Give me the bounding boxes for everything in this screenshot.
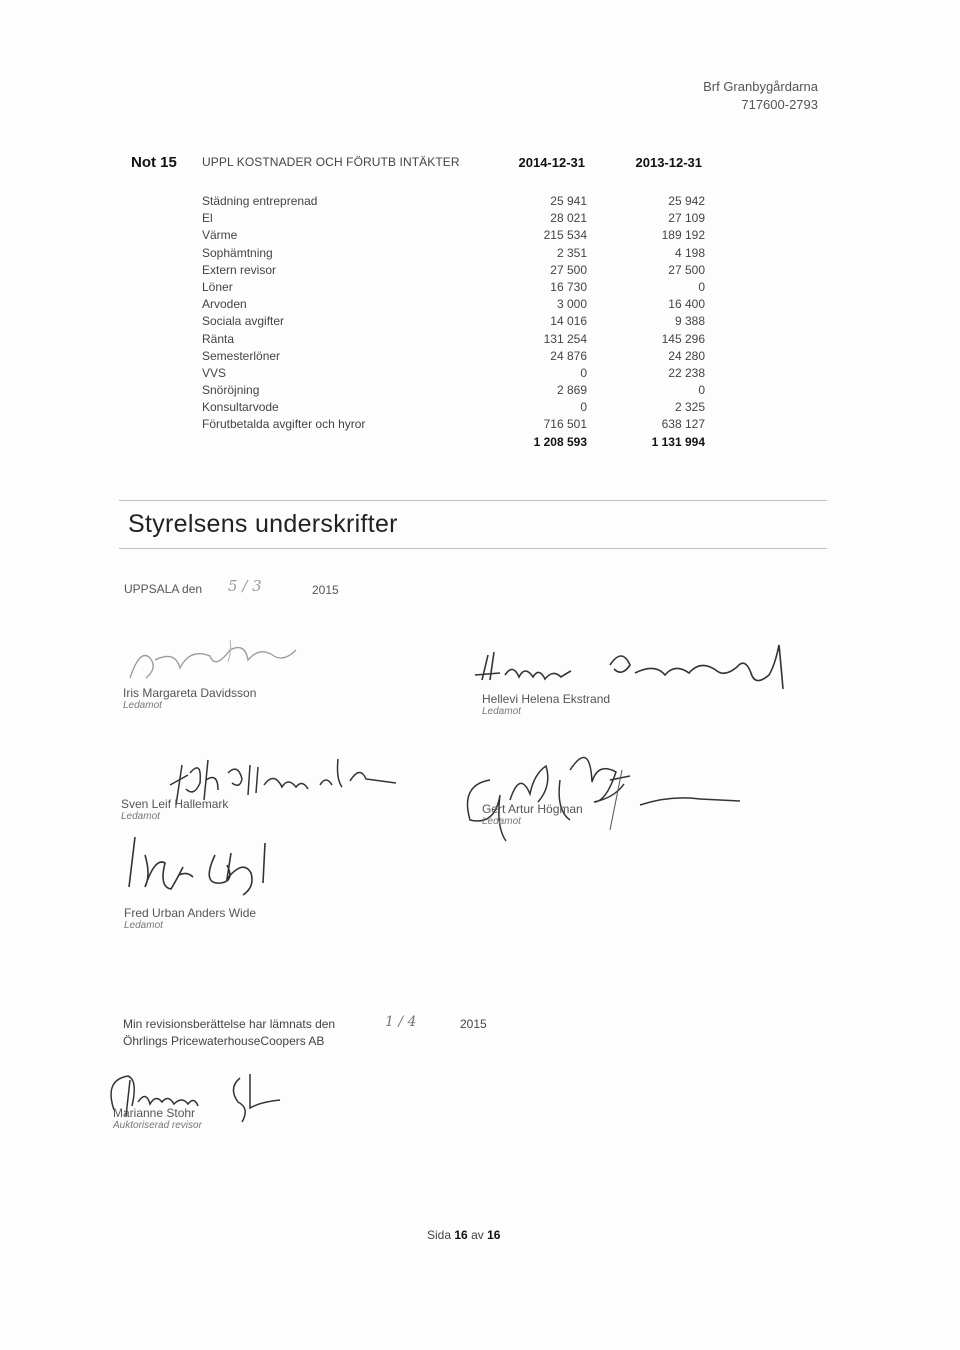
table-row bbox=[202, 227, 705, 244]
row-label: Städning entreprenad bbox=[202, 194, 318, 208]
audit-text: Min revisionsberättelse har lämnats den bbox=[123, 1017, 336, 1031]
signer-role: Ledamot bbox=[124, 920, 163, 931]
signer-name: Iris Margareta Davidsson bbox=[123, 686, 257, 700]
signer-block bbox=[124, 906, 256, 931]
table-row bbox=[202, 245, 705, 262]
row-label: Arvoden bbox=[202, 297, 247, 312]
org-name: Brf Granbygårdarna bbox=[703, 79, 818, 94]
value-2014: 25 941 bbox=[550, 194, 587, 208]
signer-block bbox=[482, 802, 583, 827]
value-2013: 22 238 bbox=[668, 365, 705, 380]
note-table bbox=[202, 193, 705, 451]
value-2013: 0 bbox=[698, 279, 705, 294]
section-divider-top bbox=[119, 500, 827, 501]
row-label: Semesterlöner bbox=[202, 348, 281, 363]
row-label: VVS bbox=[202, 365, 227, 380]
row-label: Sophämtning bbox=[202, 245, 273, 260]
table-row bbox=[202, 382, 705, 399]
audit-year: 2015 bbox=[460, 1017, 487, 1031]
value-2014: 28 021 bbox=[550, 211, 587, 226]
table-row bbox=[202, 313, 705, 330]
value-2014: 0 bbox=[580, 365, 587, 380]
signer-block bbox=[482, 692, 610, 717]
signer-role: Ledamot bbox=[121, 811, 160, 822]
org-number: 717600-2793 bbox=[741, 97, 818, 112]
note-label: Not 15 bbox=[131, 154, 177, 171]
value-2013: 27 109 bbox=[668, 211, 705, 226]
value-2013: 145 296 bbox=[661, 331, 705, 346]
value-2014: 27 500 bbox=[550, 262, 587, 277]
handwritten-date: 5 / 3 bbox=[228, 577, 262, 595]
signing-place: UPPSALA den bbox=[124, 582, 203, 596]
section-title: Styrelsens underskrifter bbox=[128, 510, 398, 538]
total-2013: 1 131 994 bbox=[651, 434, 705, 449]
value-2013: 9 388 bbox=[674, 314, 705, 329]
signer-block bbox=[123, 686, 256, 711]
row-label: El bbox=[202, 211, 213, 226]
note-title: UPPL KOSTNADER OCH FÖRUTB INTÄKTER bbox=[202, 155, 460, 169]
signer-block bbox=[121, 797, 228, 822]
audit-hand-date: 1 / 4 bbox=[385, 1014, 417, 1030]
value-2013: 16 400 bbox=[668, 297, 705, 312]
value-2014: 215 534 bbox=[543, 228, 587, 243]
signer-name: Sven Leif Hallemark bbox=[121, 797, 229, 811]
value-2013: 25 942 bbox=[668, 194, 705, 208]
row-label: Extern revisor bbox=[202, 262, 277, 277]
page-of: av bbox=[471, 1228, 484, 1242]
value-2013: 24 280 bbox=[668, 348, 705, 363]
page-total: 16 bbox=[487, 1228, 501, 1242]
audit-firm: Öhrlings PricewaterhouseCoopers AB bbox=[123, 1034, 325, 1048]
row-label: Ränta bbox=[202, 331, 235, 346]
table-row bbox=[202, 331, 705, 348]
signer-role: Ledamot bbox=[482, 816, 521, 827]
column-header-2013: 2013-12-31 bbox=[635, 155, 702, 170]
signing-year: 2015 bbox=[312, 583, 339, 597]
table-row bbox=[202, 399, 705, 416]
value-2014: 0 bbox=[580, 400, 587, 415]
value-2013: 27 500 bbox=[668, 262, 705, 277]
signer-name: Fred Urban Anders Wide bbox=[124, 906, 257, 920]
value-2014: 16 730 bbox=[550, 279, 587, 294]
value-2014: 14 016 bbox=[550, 314, 587, 329]
value-2014: 2 351 bbox=[556, 245, 587, 260]
value-2013: 0 bbox=[698, 383, 705, 398]
table-row bbox=[202, 279, 705, 296]
signer-name: Hellevi Helena Ekstrand bbox=[482, 692, 611, 706]
row-label: Värme bbox=[202, 228, 238, 243]
value-2014: 131 254 bbox=[543, 331, 587, 346]
signature-hogman bbox=[440, 750, 760, 850]
document-header bbox=[703, 78, 818, 114]
signer-name: Gert Artur Högman bbox=[482, 802, 583, 816]
row-label: Sociala avgifter bbox=[202, 314, 285, 329]
value-2014: 716 501 bbox=[543, 417, 587, 432]
auditor-block bbox=[113, 1106, 202, 1131]
value-2014: 3 000 bbox=[556, 297, 587, 312]
table-row bbox=[202, 296, 705, 313]
column-header-2014: 2014-12-31 bbox=[518, 155, 585, 170]
table-row bbox=[202, 416, 705, 433]
signature-wide bbox=[115, 825, 285, 900]
value-2014: 24 876 bbox=[550, 348, 587, 363]
signature-davidsson bbox=[100, 630, 360, 690]
value-2013: 2 325 bbox=[674, 400, 705, 415]
signer-role: Ledamot bbox=[482, 706, 521, 717]
page-prefix: Sida bbox=[427, 1228, 452, 1242]
page-number: 16 bbox=[454, 1228, 468, 1242]
signer-role: Ledamot bbox=[123, 700, 162, 711]
table-row bbox=[202, 193, 705, 210]
total-row bbox=[202, 434, 705, 451]
value-2013: 4 198 bbox=[674, 245, 705, 260]
auditor-name: Marianne Stohr bbox=[113, 1106, 196, 1120]
row-label: Snöröjning bbox=[202, 383, 260, 398]
row-label: Konsultarvode bbox=[202, 400, 279, 415]
table-row bbox=[202, 365, 705, 382]
table-row bbox=[202, 262, 705, 279]
value-2014: 2 869 bbox=[556, 383, 587, 398]
page-footer bbox=[427, 1228, 500, 1242]
total-2014: 1 208 593 bbox=[533, 434, 587, 449]
table-row bbox=[202, 348, 705, 365]
row-label: Förutbetalda avgifter och hyror bbox=[202, 417, 366, 432]
value-2013: 189 192 bbox=[661, 228, 705, 243]
section-divider-bottom bbox=[119, 548, 827, 549]
value-2013: 638 127 bbox=[661, 417, 705, 432]
audit-statement bbox=[123, 1016, 543, 1050]
table-row bbox=[202, 210, 705, 227]
row-label: Löner bbox=[202, 279, 233, 294]
auditor-role: Auktoriserad revisor bbox=[113, 1120, 202, 1131]
